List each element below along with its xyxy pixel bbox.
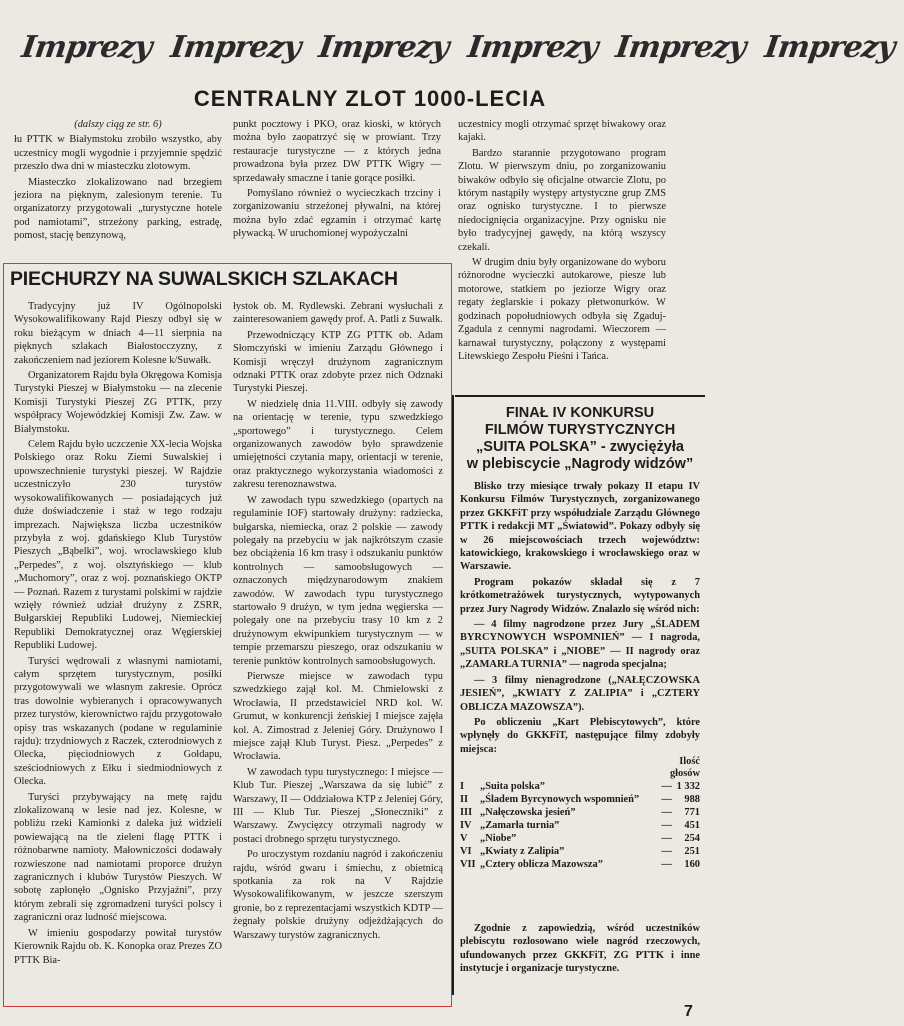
votes-header-line: Ilość bbox=[679, 756, 700, 768]
sidebar-title-line: FILMÓW TURYSTYCZNYCH bbox=[484, 422, 676, 438]
sidebar-title bbox=[458, 405, 702, 473]
section-title: PIECHURZY NA SUWALSKICH SZLAKACH bbox=[10, 268, 398, 290]
vote-dash: — bbox=[661, 846, 672, 858]
sidebar-title-line: w plebiscycie „Nagrody widzów” bbox=[466, 456, 694, 472]
vote-film-title: „Kwiaty z Zalipia” bbox=[480, 846, 565, 858]
paragraph: Po obliczeniu „Kart Plebiscytowych”, które wpłynęły do GKKFiT, następujące filmy zdobyły miejsca: bbox=[460, 716, 700, 755]
paragraph: Tradycyjny już IV Ogólnopolski Wysokowalifikowany Rajd Pieszy odbył się w roku bieżącym w dniach 4—11 sierpnia na pięknych szlakach Białostocczyzny, z zakończeniem nad jeziorem Kolesne k/Suwałk. bbox=[14, 301, 222, 366]
top-article-col-3 bbox=[458, 118, 666, 390]
sidebar-title-line: FINAŁ IV KONKURSU bbox=[505, 405, 655, 421]
sidebar-body bbox=[460, 480, 700, 950]
vote-count: 988 bbox=[684, 794, 700, 806]
vote-dash: — bbox=[661, 820, 672, 832]
paragraph: punkt pocztowy i PKO, oraz kioski, w których można było zaopatrzyć się w prowiant. Trzy restauracje turystyczne — z których jedna prowadzona była przez DW PTTK Wigry — sprzedawały smaczne i tanie gorące posiłki. bbox=[233, 119, 441, 184]
vote-film-title: „Niobe” bbox=[480, 833, 517, 845]
sidebar-title-line: „SUITA POLSKA” - zwyciężyła bbox=[476, 439, 684, 455]
paragraph: Miasteczko zlokalizowano nad brzegiem jeziora na pięknym, zalesionym terenie. Tu organizatorzy przygotowali „turystyczne hotele pod namiotami”, strzeżony parking, estradę, pomost, stację benzynową, bbox=[14, 176, 222, 242]
table-row bbox=[460, 845, 700, 858]
paragraph: łystok ob. M. Rydlewski. Zebrani wysłuchali z zainteresowaniem gawędy prof. A. Patli z Suwałk. bbox=[233, 301, 443, 326]
section-col-1 bbox=[14, 300, 222, 1000]
vote-place: II bbox=[460, 794, 469, 806]
vote-count: 451 bbox=[684, 820, 700, 832]
vote-film-title: „Cztery oblicza Mazowsza” bbox=[480, 859, 603, 871]
banner-word: Imprezy bbox=[465, 30, 600, 65]
vote-film-title: „Zamarła turnia” bbox=[480, 820, 560, 832]
paragraph: Pomyślano również o wycieczkach trzciny i zorganizowaniu strzeżonej pływalni, na której można było zdać egzamin i otrzymać kartę pływacką. W uruchomionej wypożyczalni bbox=[233, 188, 441, 240]
sidebar-closing bbox=[460, 922, 700, 1002]
votes-header-line: głosów bbox=[669, 768, 700, 780]
banner-word: Imprezy bbox=[168, 30, 303, 65]
paragraph: Organizatorem Rajdu była Okręgowa Komisja Turystyki Pieszej w Białymstoku — na zlecenie Komisji Turystyki Pieszej ZG PTTK, przy współpracy Wojewódzkiej Komisji Zw. Zaw. w Białymstoku. bbox=[14, 370, 222, 435]
table-row bbox=[460, 832, 700, 845]
table-row bbox=[460, 780, 700, 793]
paragraph: Bardzo starannie przygotowano program Zlotu. W pierwszym dniu, po zorganizowaniu biwaków odbyło się oficjalne otwarcie Zlotu, po którym nastąpiły występy artystyczne grup ZMS oraz ognisko turystyczne. I to pierwsze niedocignięcia organizacyjne. Przy ognisku nie było tradycyjnej gawędy, na którą wszyscy czekali. bbox=[458, 147, 666, 253]
vote-dash: — bbox=[661, 859, 672, 871]
vote-count: 1 332 bbox=[676, 781, 700, 793]
votes-header bbox=[460, 756, 700, 780]
vote-place: IV bbox=[460, 820, 472, 832]
table-row bbox=[460, 819, 700, 832]
votes-table bbox=[460, 780, 700, 871]
paragraph: Przewodniczący KTP ZG PTTK ob. Adam Słomczyński w imieniu Zarządu Głównego i Komisji wręczył drużynom zagranicznym odznaki PTTK oraz zdobyte przez nich Odznaki Turystyki Pieszej. bbox=[233, 329, 443, 395]
vote-dash: — bbox=[661, 833, 672, 845]
banner-word: Imprezy bbox=[613, 30, 748, 65]
vote-place: VII bbox=[460, 859, 476, 871]
page-headline: CENTRALNY ZLOT 1000-LECIA bbox=[193, 86, 547, 111]
top-article-col-2 bbox=[233, 118, 441, 260]
table-row bbox=[460, 858, 700, 871]
paragraph: Zgodnie z zapowiedzią, wśród uczestników plebiscytu rozlosowano wiele nagród rzeczowych, ufundowanych przez GKKFiT, ZG PTTK i inne instytucje i organizacje turystyczne. bbox=[460, 923, 700, 975]
vote-dash: — bbox=[661, 781, 672, 793]
vote-dash: — bbox=[661, 794, 672, 806]
vote-count: 251 bbox=[684, 846, 700, 858]
top-article-col-1 bbox=[14, 118, 222, 260]
sidebar-top-rule bbox=[455, 395, 705, 397]
vote-count: 160 bbox=[684, 859, 700, 871]
paragraph: Pierwsze miejsce w zawodach typu szwedzkiego zajął kol. M. Chmielowski z Wrocławia, II przedstawiciel NRD kol. W. Grumut, w konkurencji żeńskiej I miejsce zajęła kol. A. Zimostrad z Jeleniej Góry. Drużynowo I miejsce zajął Klub Turyst. Piesz. „Perpedes” z Wrocławia. bbox=[233, 670, 443, 763]
paragraph: Blisko trzy miesiące trwały pokazy II etapu IV Konkursu Filmów Turystycznych, zorganizowanego przez GKKFiT przy współudziale Zarządu Głównego PTTK i redakcji MT „Światowid”. Pokazy odbyły się w 26 miejscowościach trzech województw: katowickiego, krakowskiego i wrocławskiego oraz w Warszawie. bbox=[460, 481, 700, 573]
banner-word: Imprezy bbox=[316, 30, 451, 65]
table-row bbox=[460, 806, 700, 819]
paragraph: W drugim dniu były organizowane do wyboru różnorodne wycieczki autokarowe, piesze lub motorowe, statkiem po jeziorze Wigry oraz regaty żeglarskie i pokazy płetwonurków. W godzinach popołudniowych odbyła się Zgaduj-Zgadula z cennymi nagrodami. Wieczorem — karnawał turystyczny, połączony z występami Litewskiego Zespołu Pieśni i Tańca. bbox=[458, 257, 666, 362]
vote-film-title: „Śladem Byrcynowych wspomnień” bbox=[480, 794, 640, 806]
banner-word: Imprezy bbox=[762, 30, 897, 65]
paragraph: Turyści wędrowali z własnymi namiotami, całym sprzętem turystycznym, posiłki przygotowywali we własnym zakresie. Oprócz tras dowolnie wybieranych i opracowywanych przez turystów, kierownictwo rajdu przygotowało opisy tras wskazanych (podane w regulaminie rajdu): trzydniowych z Raczek, czterodniowych z Olecka, pięciodniowych z Gołdapu, sześciodniowych z Ełku i siedmiodniowych z Olecka. bbox=[14, 655, 222, 788]
vote-film-title: „Nałęczowska jesień” bbox=[480, 807, 576, 819]
page-number: 7 bbox=[684, 1003, 693, 1020]
paragraph: Turyści przybywający na metę rajdu zlokalizowaną w lesie nad jez. Kolesne, w pobliżu rzeki Kamionki z daleka już widzieli powiewającą na tle zieleni flagę PTTK i różnobarwne namioty. Małowniczości dodawały rozwieszone nad namiotami proporce drużyn zagranicznych i klubów Turystów Pieszych. W sobotę zapłonęło „Ognisko Przyjaźni”, przy którym zebrali się zgromadzeni turyści polscy i zagraniczni oraz ludność miejscowa. bbox=[14, 791, 222, 924]
vote-count: 254 bbox=[684, 833, 700, 845]
paragraph: W zawodach typu szwedzkiego (opartych na regulaminie IOF) startowały drużyny: radziecka, bułgarska, niemiecka, oraz 2 polskie — zawody polegały na przebyciu w jak najkrótszym czasie bez obciążenia 16 km trasy i odszukaniu punktów kontrolnych — samoobsługowych — oznaczonych międzynarodowym znakiem zawodów. W zawodach typu turystycznego startowało 9 drużyn, w tym jedna węgierska — polegały one na przebyciu trasy 10 km z 2 drużynowym ekwipunkiem turystycznym — w tempie przemarszu pieszego, oraz odszukaniu w terenie punktów kontrolnych samoobsługowych. bbox=[233, 494, 443, 667]
vote-place: III bbox=[460, 807, 473, 819]
paragraph: Celem Rajdu było uczczenie XX-lecia Wojska Polskiego oraz Roku Ziemi Suwalskiej i upowszechnienie turystyki pieszej. W Rajdzie uczestniczyło 230 turystów wysokowalifikowanych — posiadających już duże doświadczenie i staż w tego rodzaju imprezach. Największa liczba uczestników przybyła z woj. gdańskiego Klub Turystów Pieszych „Bąbelki”, woj. wrocławskiego klub „Perpedes”, z woj. olsztyńskiego — klub „Muchomory”, oraz z woj. poznańskiego OKTP — Poznań. Razem z turystami polskimi w rajdzie wzięły również udział drużyny z ZSRR, Bułgarskiej Republiki Ludowej, Niemieckiej Republiki Demokratycznej oraz Węgierskiej Republiki Ludowej. bbox=[14, 439, 222, 652]
vote-film-title: „Suita polska” bbox=[480, 781, 545, 793]
column-divider bbox=[452, 395, 454, 995]
paragraph: W zawodach typu turystycznego: I miejsce — Klub Tur. Pieszej „Warszawa da się lubić” z Warszawy, II — Oddziałowa KTP z Jeleniej Góry, III — Klub Tur. Pieszej „Słoneczniki” z Warszawy. Zwycięzcy otrzymali nagrody w postaci drobnego sprzętu turystycznego. bbox=[233, 766, 443, 845]
continued-note: (dalszy ciąg ze str. 6) bbox=[74, 119, 162, 130]
paragraph: Po uroczystym rozdaniu nagród i zakończeniu rajdu, wśród gwaru i śmiechu, z obietnicą spotkania za rok na V Rajdzie Wysokowalifikowanym, w jeszcze szerszym gronie, bo z reprezentacjami wszystkich KDTP — żegnały polskie drużyny odjeżdżających do Warszawy turystów zagranicznych. bbox=[233, 849, 443, 941]
paragraph: łu PTTK w Białymstoku zrobiło wszystko, aby uczestnicy mogli wygodnie i przyjemnie spędzić przeszło dwa dni w miasteczku zlotowym. bbox=[14, 134, 222, 173]
vote-place: V bbox=[460, 833, 468, 845]
paragraph: Program pokazów składał się z 7 krótkometrażówek turystycznych, wytypowanych przez Jury Nagrody Widzów. Znalazło się wśród nich: bbox=[460, 576, 700, 615]
header-banner bbox=[19, 30, 897, 74]
paragraph: — 4 filmy nagrodzone przez Jury „ŚLADEM BYRCYNOWYCH WSPOMNIEŃ” — I nagroda, „SUITA POLSKA” i „NIOBE” — II nagrody oraz „ZAMARŁA TURNIA” — nagroda specjalna; bbox=[460, 619, 700, 671]
table-row bbox=[460, 793, 700, 806]
paragraph: W imieniu gospodarzy powitał turystów Kierownik Rajdu ob. K. Konopka oraz Prezes ZO PTTK Bia- bbox=[14, 927, 222, 966]
vote-dash: — bbox=[661, 807, 672, 819]
banner-word: Imprezy bbox=[19, 30, 154, 65]
section-col-2 bbox=[233, 300, 443, 1000]
vote-count: 771 bbox=[684, 807, 700, 819]
paragraph: W niedzielę dnia 11.VIII. odbyły się zawody na orientację w terenie, typu szwedzkiego „sportowego” i turystycznego. Celem organizowanych zawodów było sprawdzenie umiejętności czytania mapy, orientacji w terenie, oraz praktycznego wykorzystania wiadomości z zakresu terenoznawstwa. bbox=[233, 398, 443, 491]
paragraph: uczestnicy mogli otrzymać sprzęt biwakowy oraz kajaki. bbox=[458, 119, 666, 144]
paragraph: — 3 filmy nienagrodzone („NAŁĘCZOWSKA JESIEŃ”, „KWIATY Z ZALIPIA” i „CZTERY OBLICZA MAZOWSZA”). bbox=[460, 674, 700, 713]
vote-place: I bbox=[460, 781, 465, 793]
vote-place: VI bbox=[460, 846, 472, 858]
